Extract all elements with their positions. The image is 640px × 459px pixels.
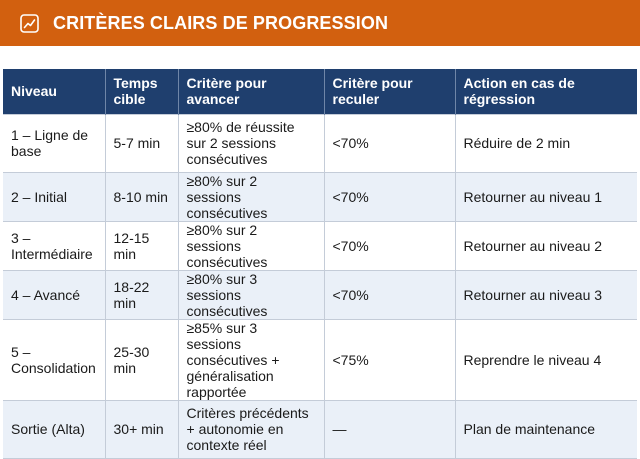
title-banner: [0, 0, 640, 46]
cell-reculer: <75%: [324, 319, 455, 400]
cell-action: Retourner au niveau 1: [455, 172, 637, 221]
cell-reculer: <70%: [324, 270, 455, 319]
cell-avancer: ≥80% sur 2 sessions consécutives: [178, 172, 324, 221]
progression-table: [3, 69, 637, 459]
table-row: [3, 114, 637, 172]
trend-chart-icon: [20, 14, 39, 33]
header-critere-avancer: Critère pour avancer: [178, 69, 324, 114]
table-row: [3, 172, 637, 221]
table-row: [3, 319, 637, 400]
cell-reculer: —: [324, 400, 455, 458]
cell-action: Reprendre le niveau 4: [455, 319, 637, 400]
cell-reculer: <70%: [324, 221, 455, 270]
header-critere-reculer: Critère pour reculer: [324, 69, 455, 114]
cell-temps: 30+ min: [105, 400, 178, 458]
header-niveau: Niveau: [3, 69, 105, 114]
table-row: [3, 270, 637, 319]
cell-reculer: <70%: [324, 114, 455, 172]
cell-temps: 18-22 min: [105, 270, 178, 319]
cell-temps: 12-15 min: [105, 221, 178, 270]
cell-action: Retourner au niveau 3: [455, 270, 637, 319]
cell-temps: 8-10 min: [105, 172, 178, 221]
cell-action: Retourner au niveau 2: [455, 221, 637, 270]
cell-niveau: 4 – Avancé: [3, 270, 105, 319]
cell-action: Plan de maintenance: [455, 400, 637, 458]
cell-temps: 25-30 min: [105, 319, 178, 400]
cell-reculer: <70%: [324, 172, 455, 221]
cell-avancer: ≥80% de réussite sur 2 sessions consécutives: [178, 114, 324, 172]
cell-niveau: 5 – Consolidation: [3, 319, 105, 400]
cell-niveau: 2 – Initial: [3, 172, 105, 221]
cell-niveau: 1 – Ligne de base: [3, 114, 105, 172]
table-row: [3, 400, 637, 458]
cell-temps: 5-7 min: [105, 114, 178, 172]
header-action-regression: Action en cas de régression: [455, 69, 637, 114]
cell-avancer: ≥80% sur 3 sessions consécutives: [178, 270, 324, 319]
table-header-row: [3, 69, 637, 114]
cell-action: Réduire de 2 min: [455, 114, 637, 172]
cell-avancer: Critères précédents + autonomie en contexte réel: [178, 400, 324, 458]
cell-niveau: 3 – Intermédiaire: [3, 221, 105, 270]
header-temps-cible: Temps cible: [105, 69, 178, 114]
cell-avancer: ≥80% sur 2 sessions consécutives: [178, 221, 324, 270]
page-title: CRITÈRES CLAIRS DE PROGRESSION: [53, 12, 389, 33]
cell-avancer: ≥85% sur 3 sessions consécutives + généralisation rapportée: [178, 319, 324, 400]
table-row: [3, 221, 637, 270]
cell-niveau: Sortie (Alta): [3, 400, 105, 458]
